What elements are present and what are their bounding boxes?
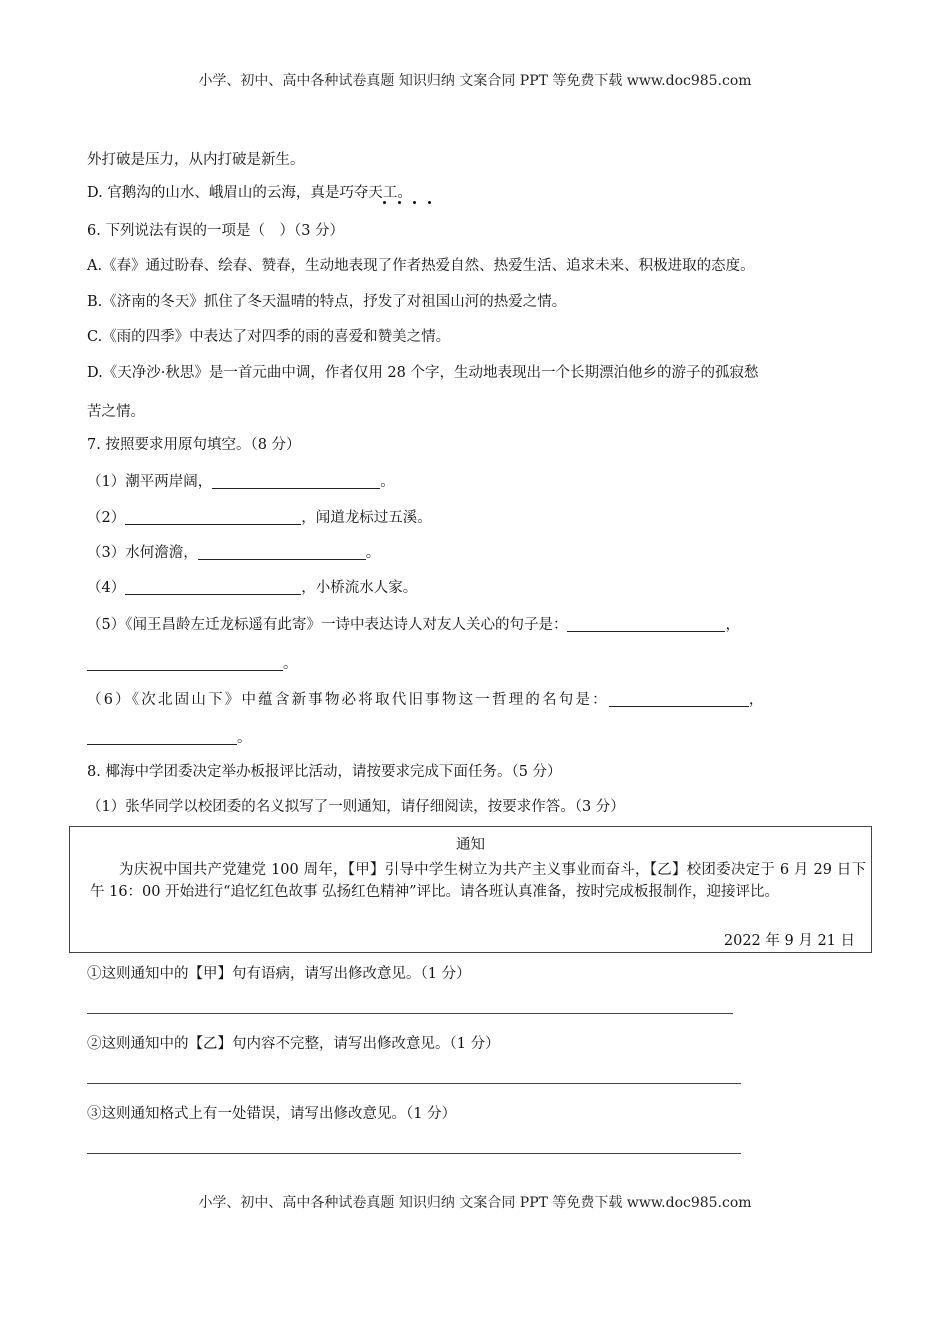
answer-blank[interactable]: [87, 654, 283, 671]
q7-item-1-end: 。: [380, 474, 395, 490]
q7-item-5-comma: ，: [725, 617, 740, 633]
answer-blank[interactable]: [212, 472, 380, 489]
q7-item-4-end: ，小桥流水人家。: [301, 580, 418, 596]
q6-stem: 6. 下列说法有误的一项是（ ）（3 分）: [87, 223, 345, 239]
q7-item-3: [87, 541, 380, 562]
q7-item-1: [87, 470, 395, 491]
q7-item-4-text: （4）: [87, 580, 126, 596]
emphasis-dot: [428, 201, 431, 204]
q6-option-c: C.《雨的四季》中表达了对四季的雨的喜爱和赞美之情。: [87, 329, 451, 345]
answer-blank[interactable]: [567, 615, 725, 632]
q8-stem: 8. 椰海中学团委决定举办板报评比活动，请按要求完成下面任务。（5 分）: [87, 764, 562, 780]
q5-option-d: D. 官鹅沟的山水、峨眉山的云海，真是巧夺天工。: [87, 185, 412, 201]
q7-item-6: [87, 688, 766, 709]
answer-blank[interactable]: [609, 690, 749, 707]
q7-item-2-end: ，闻道龙标过五溪。: [301, 510, 432, 526]
emphasis-dot: [398, 201, 401, 204]
answer-blank[interactable]: [87, 728, 237, 745]
q7-item-4: [87, 576, 417, 597]
q7-item-1-text: （1）潮平两岸阔，: [87, 474, 213, 490]
q7-stem: 7. 按照要求用原句填空。（8 分）: [87, 437, 301, 453]
emphasis-dot: [413, 201, 416, 204]
q7-item-5-line2: [87, 652, 298, 673]
q7-item-2-text: （2）: [87, 510, 126, 526]
notice-date: 2022 年 9 月 21 日: [723, 933, 855, 949]
q8-task3: ③这则通知格式上有一处错误，请写出修改意见。（1 分）: [87, 1106, 457, 1122]
q6-option-d-line1: D.《天净沙·秋思》是一首元曲中调，作者仅用 28 个字，生动地表现出一个长期漂泊他乡的游子的孤寂愁: [87, 365, 759, 381]
page-footer: 小学、初中、高中各种试卷真题 知识归纳 文案合同 PPT 等免费下载 www.doc985.com: [198, 1195, 752, 1211]
notice-title: 通知: [456, 837, 485, 853]
q7-item-6-text: （6）《次北固山下》中蕴含新事物必将取代旧事物这一哲理的名句是：: [87, 692, 609, 708]
q7-item-5: [87, 613, 740, 634]
q5-continuation: 外打破是压力，从内打破是新生。: [87, 152, 305, 168]
answer-line[interactable]: [87, 1153, 741, 1154]
answer-line[interactable]: [87, 1083, 741, 1084]
answer-blank[interactable]: [125, 578, 301, 595]
q8-sub1: （1）张华同学以校团委的名义拟写了一则通知，请仔细阅读，按要求作答。（3 分）: [87, 799, 625, 815]
q7-item-3-end: 。: [365, 545, 381, 561]
q7-item-2: [87, 506, 432, 527]
q8-task1: ①这则通知中的【甲】句有语病，请写出修改意见。（1 分）: [87, 966, 471, 982]
answer-blank[interactable]: [125, 508, 301, 525]
emphasis-dot: [383, 201, 386, 204]
q7-item-5-end: 。: [283, 656, 298, 672]
page-header: 小学、初中、高中各种试卷真题 知识归纳 文案合同 PPT 等免费下载 www.doc985.com: [198, 73, 752, 89]
q7-item-6-comma: ，: [748, 692, 766, 708]
q6-option-a: A.《春》通过盼春、绘春、赞春，生动地表现了作者热爱自然、热爱生活、追求未来、积极进取的态度。: [87, 258, 755, 274]
answer-line[interactable]: [87, 1013, 733, 1014]
q8-task2: ②这则通知中的【乙】句内容不完整，请写出修改意见。（1 分）: [87, 1036, 500, 1052]
q7-item-6-end: 。: [237, 730, 252, 746]
q7-item-6-line2: [87, 726, 252, 747]
q6-option-b: B.《济南的冬天》抓住了冬天温晴的特点，抒发了对祖国山河的热爱之情。: [87, 294, 567, 310]
q7-item-5-text: （5）《闻王昌龄左迁龙标遥有此寄》一诗中表达诗人对友人关心的句子是：: [87, 617, 568, 633]
answer-blank[interactable]: [198, 543, 366, 560]
q7-item-3-text: （3）水何澹澹，: [87, 545, 198, 561]
notice-box: [69, 826, 872, 953]
q6-option-d-line2: 苦之情。: [87, 404, 145, 420]
notice-body: 为庆祝中国共产党建党 100 周年，【甲】引导中学生树立为共产主义事业而奋斗，【乙】校团委决定于 6 月 29 日下午 16：00 开始进行“追忆红色故事 弘扬红色精神”评比。请各班认真准备，按时完成板报制作，迎接评比。: [90, 862, 866, 900]
